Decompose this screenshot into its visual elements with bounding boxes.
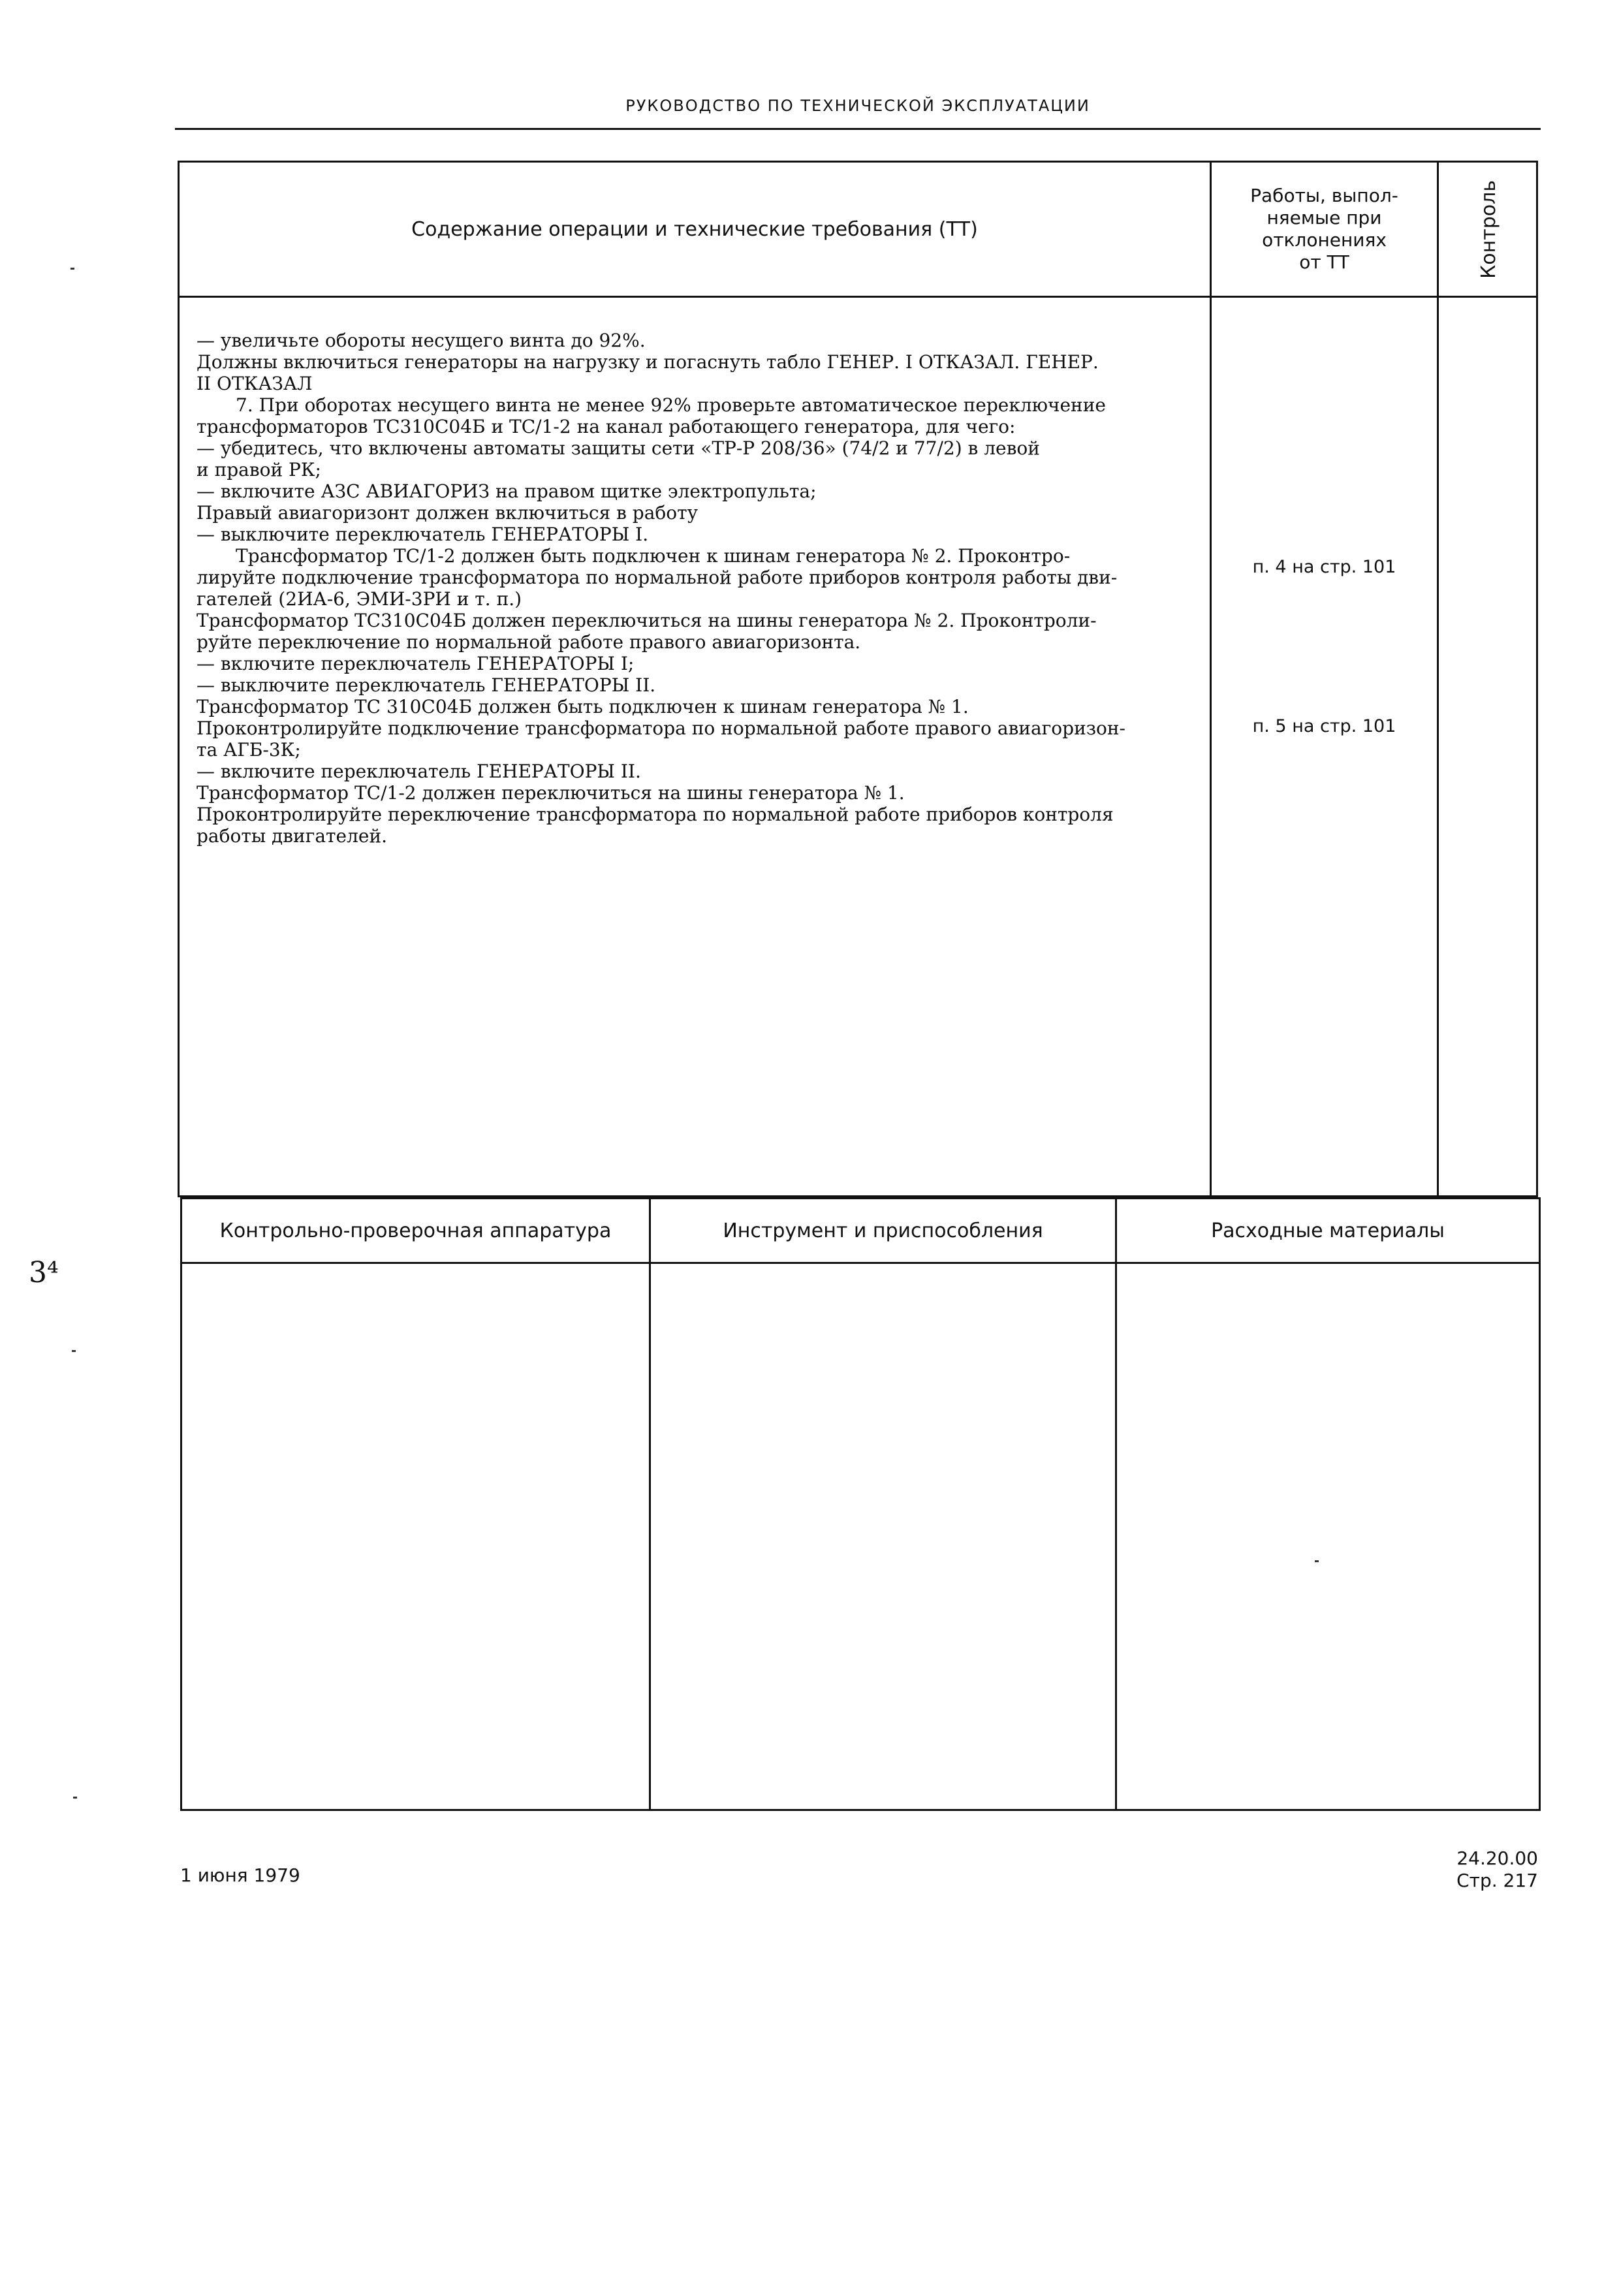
column-header-control-label: Контроль bbox=[1477, 180, 1500, 279]
text-line: — выключите переключатель ГЕНЕРАТОРЫ II. bbox=[196, 674, 656, 696]
operation-table bbox=[178, 161, 1538, 1197]
text-line: — выключите переключатель ГЕНЕРАТОРЫ I. bbox=[196, 524, 649, 545]
text-line: II ОТКАЗАЛ bbox=[196, 373, 313, 394]
text-line: — увеличьте обороты несущего винта до 92%. bbox=[196, 330, 646, 351]
text-line: трансформаторов ТС310С04Б и ТС/1-2 на канал работающего генератора, для чего: bbox=[196, 416, 1016, 437]
column-header-deviation-line: Работы, выпол- bbox=[1250, 185, 1398, 206]
text-line: гателей (2ИА-6, ЭМИ-3РИ и т. п.) bbox=[196, 588, 522, 610]
footer-page-info bbox=[1456, 1848, 1538, 1892]
text-line: Проконтролируйте подключение трансформатора по нормальной работе правого авиагоризон- bbox=[196, 717, 1125, 739]
text-line: та АГБ-3К; bbox=[196, 739, 301, 761]
column-header-deviation-line: отклонениях bbox=[1262, 229, 1387, 251]
scan-speck bbox=[71, 268, 74, 270]
handwritten-margin-mark: 3⁴ bbox=[29, 1256, 59, 1289]
operation-text bbox=[196, 330, 1202, 847]
column-header-content: Содержание операции и технические требования (ТТ) bbox=[411, 217, 978, 241]
footer-page-number: Стр. 217 bbox=[1456, 1870, 1538, 1891]
column-divider bbox=[1210, 163, 1212, 1195]
text-line: Правый авиагоризонт должен включиться в работу bbox=[196, 502, 699, 524]
column-divider bbox=[1437, 163, 1439, 1195]
scan-speck bbox=[1315, 1560, 1319, 1562]
text-line: руйте переключение по нормальной работе правого авиагоризонта. bbox=[196, 631, 861, 653]
text-line: и правой РК; bbox=[196, 459, 321, 480]
column-divider bbox=[1115, 1199, 1117, 1809]
footer-section-code: 24.20.00 bbox=[1456, 1848, 1538, 1869]
header-rule bbox=[175, 128, 1541, 130]
text-line: Проконтролируйте переключение трансформатора по нормальной работе приборов контроля bbox=[196, 804, 1114, 825]
header-divider bbox=[182, 1262, 1539, 1264]
text-line: — убедитесь, что включены автоматы защиты сети «ТР-Р 208/36» (74/2 и 77/2) в левой bbox=[196, 437, 1040, 459]
text-line: — включите переключатель ГЕНЕРАТОРЫ I; bbox=[196, 653, 635, 674]
scan-speck bbox=[72, 1350, 76, 1352]
column-header-deviation-line: от ТТ bbox=[1299, 251, 1349, 273]
column-header-deviation-line: няемые при bbox=[1266, 207, 1382, 228]
column-header-test-equipment: Контрольно-проверочная аппаратура bbox=[219, 1219, 612, 1242]
column-divider bbox=[649, 1199, 651, 1809]
resources-table bbox=[180, 1197, 1541, 1811]
text-line: — включите переключатель ГЕНЕРАТОРЫ II. bbox=[196, 761, 641, 782]
text-line: Должны включиться генераторы на нагрузку и погаснуть табло ГЕНЕР. I ОТКАЗАЛ. ГЕНЕР. bbox=[196, 351, 1099, 373]
text-line: — включите АЗС АВИАГОРИЗ на правом щитке электропульта; bbox=[196, 480, 817, 502]
deviation-reference: п. 4 на стр. 101 bbox=[1252, 557, 1396, 577]
text-line: работы двигателей. bbox=[196, 825, 388, 847]
text-line: Трансформатор ТС/1-2 должен быть подключен к шинам генератора № 2. Проконтро- bbox=[236, 545, 1071, 567]
text-line: Трансформатор ТС 310С04Б должен быть подключен к шинам генератора № 1. bbox=[196, 696, 969, 717]
text-line: 7. При оборотах несущего винта не менее 92% проверьте автоматическое переключение bbox=[236, 394, 1106, 416]
deviation-reference: п. 5 на стр. 101 bbox=[1252, 716, 1396, 736]
footer-date: 1 июня 1979 bbox=[180, 1864, 300, 1886]
column-header-consumables: Расходные материалы bbox=[1211, 1219, 1445, 1242]
column-header-tools: Инструмент и приспособления bbox=[723, 1219, 1043, 1242]
header-divider bbox=[180, 296, 1536, 298]
text-line: Трансформатор ТС/1-2 должен переключиться на шины генератора № 1. bbox=[196, 782, 905, 804]
column-header-deviation bbox=[1212, 163, 1437, 296]
column-header-control bbox=[1439, 163, 1538, 296]
document-header: РУКОВОДСТВО ПО ТЕХНИЧЕСКОЙ ЭКСПЛУАТАЦИИ bbox=[625, 97, 1090, 115]
scan-speck bbox=[73, 1797, 77, 1799]
text-line: Трансформатор ТС310С04Б должен переключиться на шины генератора № 2. Проконтроли- bbox=[196, 610, 1097, 631]
text-line: лируйте подключение трансформатора по нормальной работе приборов контроля работы дви- bbox=[196, 567, 1118, 588]
